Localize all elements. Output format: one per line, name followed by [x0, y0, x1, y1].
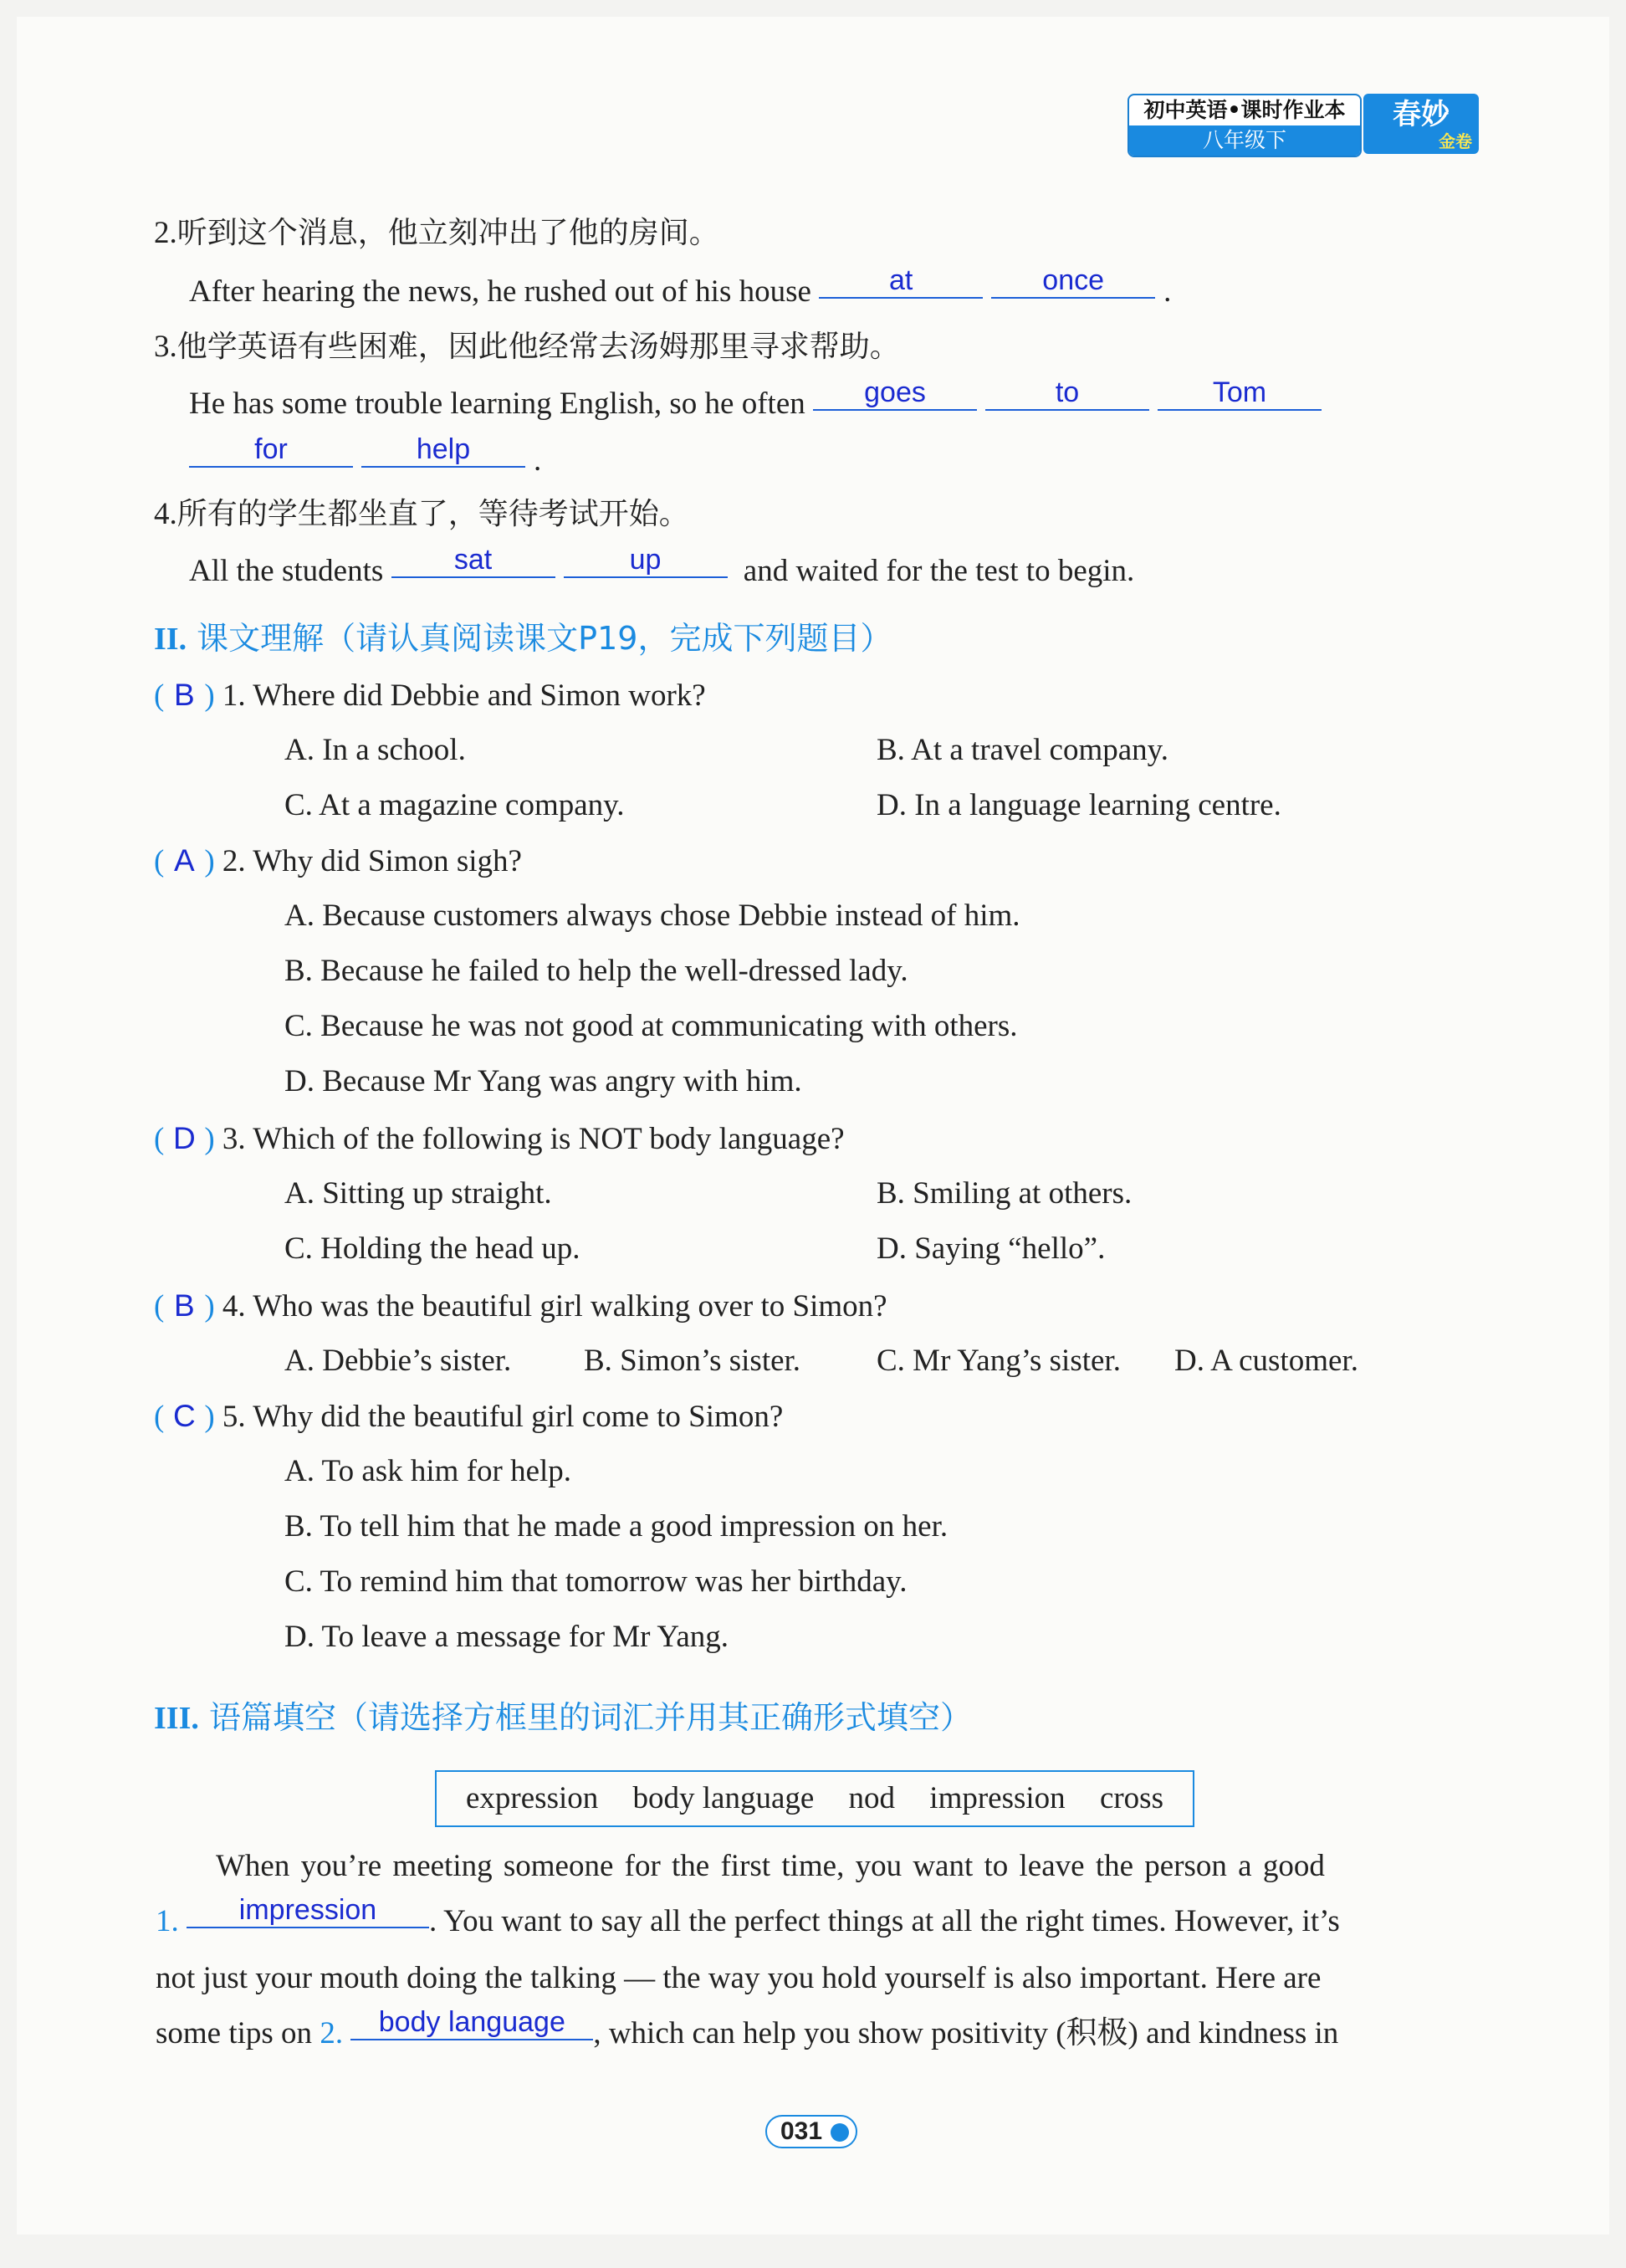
q2-en-end: .: [1163, 274, 1172, 309]
page-number: [765, 2115, 857, 2148]
q5-option-a: A. To ask him for help.: [284, 1454, 572, 1488]
brand-main: 春妙: [1393, 98, 1450, 131]
q1-option-b: B. At a travel company.: [877, 733, 1169, 767]
q5-option-d: D. To leave a message for Mr Yang.: [284, 1620, 729, 1654]
passage-line-4-text: some tips on: [156, 2016, 313, 2050]
blank-2-number: 2.: [320, 2016, 344, 2050]
mc-stem-1: 1. Where did Debbie and Simon work?: [222, 678, 706, 713]
mc-answer-5[interactable]: C: [172, 1399, 196, 1433]
section-3-number: III.: [154, 1701, 199, 1736]
section-2-title: [154, 619, 892, 658]
q5-option-b: B. To tell him that he made a good impression on her.: [284, 1509, 949, 1544]
passage-line-4-end: , which can help you show positivity (积极) and kindness in: [593, 2016, 1339, 2050]
q4-option-a: A. Debbie’s sister.: [284, 1344, 512, 1378]
passage-line-2-text: . You want to say all the perfect things at all the right times. However, it’s: [429, 1904, 1340, 1938]
q4-english: [189, 544, 1135, 591]
q3-english: [189, 376, 1330, 423]
q4-en-end: and waited for the test to begin.: [743, 554, 1135, 588]
q2-zh-text: 听到这个消息，他立刻冲出了他的房间。: [176, 216, 719, 250]
q3-option-c: C. Holding the head up.: [284, 1231, 580, 1266]
word-bank-item: nod: [848, 1781, 896, 1815]
q2-option-b: B. Because he failed to help the well-dressed lady.: [284, 954, 908, 988]
q4-en-text: All the students: [189, 554, 384, 588]
section-2-text: 课文理解（请认真阅读课文P19，完成下列题目）: [197, 620, 892, 657]
passage-line-1: When you’re meeting someone for the first time, you want to leave the person a good: [216, 1849, 1325, 1883]
q2-blank-1[interactable]: at: [819, 264, 983, 299]
q2-chinese: [154, 214, 719, 253]
q4-number: 4.: [154, 497, 177, 531]
passage-blank-1[interactable]: impression: [187, 1893, 429, 1928]
q3-english-cont: [189, 433, 542, 480]
q3-number: 3.: [154, 330, 177, 364]
mc-stem-5: 5. Why did the beautiful girl come to Simon?: [222, 1400, 784, 1434]
header-badge: [1127, 94, 1479, 154]
section-3-title: [154, 1698, 972, 1738]
blank-1-number: 1.: [156, 1904, 179, 1938]
mc-answer-4[interactable]: B: [173, 1288, 195, 1323]
brand-logo: [1363, 94, 1479, 154]
q3-option-b: B. Smiling at others.: [877, 1176, 1133, 1211]
q4-blank-1[interactable]: sat: [391, 543, 555, 578]
word-bank-item: body language: [632, 1781, 815, 1815]
mc-answer-1[interactable]: B: [173, 678, 195, 712]
q3-blank-1[interactable]: goes: [813, 376, 977, 411]
q4-option-d: D. A customer.: [1174, 1344, 1358, 1378]
grade-label: 八年级下: [1129, 125, 1360, 156]
q1-option-c: C. At a magazine company.: [284, 788, 625, 822]
mc-answer-3[interactable]: D: [172, 1121, 196, 1155]
q3-option-a: A. Sitting up straight.: [284, 1176, 552, 1211]
page-dot-icon: [831, 2123, 849, 2142]
q3-en-end: .: [534, 443, 542, 478]
mc-question-1: ( B ) 1. Where did Debbie and Simon work?: [154, 678, 706, 713]
q4-zh-text: 所有的学生都坐直了，等待考试开始。: [176, 497, 689, 531]
passage-blank-2[interactable]: body language: [350, 2005, 593, 2040]
mc-question-4: ( B ) 4. Who was the beautiful girl walking over to Simon?: [154, 1288, 887, 1323]
q4-option-b: B. Simon’s sister.: [584, 1344, 801, 1378]
q2-option-c: C. Because he was not good at communicating with others.: [284, 1009, 1018, 1043]
q4-blank-2[interactable]: up: [564, 543, 728, 578]
q4-chinese: [154, 495, 689, 534]
q2-option-d: D. Because Mr Yang was angry with him.: [284, 1064, 802, 1098]
brand-sub: 金卷: [1439, 131, 1472, 151]
q3-blank-4[interactable]: for: [189, 433, 353, 468]
q5-option-c: C. To remind him that tomorrow was her birthday.: [284, 1564, 908, 1599]
word-bank-item: expression: [466, 1781, 599, 1815]
passage-line-3: not just your mouth doing the talking — the way you hold yourself is also important. Here are: [156, 1961, 1322, 1995]
page-number-text: 031: [780, 2117, 823, 2145]
q4-option-c: C. Mr Yang’s sister.: [877, 1344, 1121, 1378]
q3-blank-5[interactable]: help: [361, 433, 525, 468]
q2-option-a: A. Because customers always chose Debbie instead of him.: [284, 898, 1020, 933]
mc-stem-3: 3. Which of the following is NOT body language?: [222, 1122, 845, 1156]
section-2-number: II.: [154, 622, 187, 657]
mc-question-5: ( C ) 5. Why did the beautiful girl come to Simon?: [154, 1399, 784, 1434]
section-3-text: 语篇填空（请选择方框里的词汇并用其正确形式填空）: [208, 1699, 972, 1736]
q2-english: [189, 264, 1172, 311]
q3-chinese: [154, 328, 900, 366]
q3-blank-3[interactable]: Tom: [1158, 376, 1322, 411]
mc-question-2: ( A ) 2. Why did Simon sigh?: [154, 843, 522, 878]
series-title: 初中英语•课时作业本: [1143, 98, 1346, 122]
q3-en-text: He has some trouble learning English, so he often: [189, 387, 805, 421]
q3-option-d: D. Saying “hello”.: [877, 1231, 1106, 1266]
word-bank: [435, 1770, 1194, 1827]
q2-blank-2[interactable]: once: [991, 264, 1155, 299]
word-bank-item: cross: [1099, 1781, 1163, 1815]
q1-option-a: A. In a school.: [284, 733, 466, 767]
word-bank-item: impression: [929, 1781, 1066, 1815]
q2-en-text: After hearing the news, he rushed out of his house: [189, 274, 811, 309]
mc-stem-2: 2. Why did Simon sigh?: [222, 844, 522, 878]
mc-stem-4: 4. Who was the beautiful girl walking over to Simon?: [222, 1289, 887, 1323]
mc-question-3: ( D ) 3. Which of the following is NOT body language?: [154, 1121, 845, 1156]
series-box: [1127, 94, 1362, 157]
workbook-page: [17, 17, 1609, 2235]
passage-line-4: [156, 2006, 1470, 2053]
q3-blank-2[interactable]: to: [985, 376, 1149, 411]
passage-line-2: [156, 1894, 1470, 1941]
q2-number: 2.: [154, 216, 177, 250]
q3-zh-text: 他学英语有些困难，因此他经常去汤姆那里寻求帮助。: [176, 330, 900, 364]
q1-option-d: D. In a language learning centre.: [877, 788, 1281, 822]
mc-answer-2[interactable]: A: [173, 843, 195, 878]
